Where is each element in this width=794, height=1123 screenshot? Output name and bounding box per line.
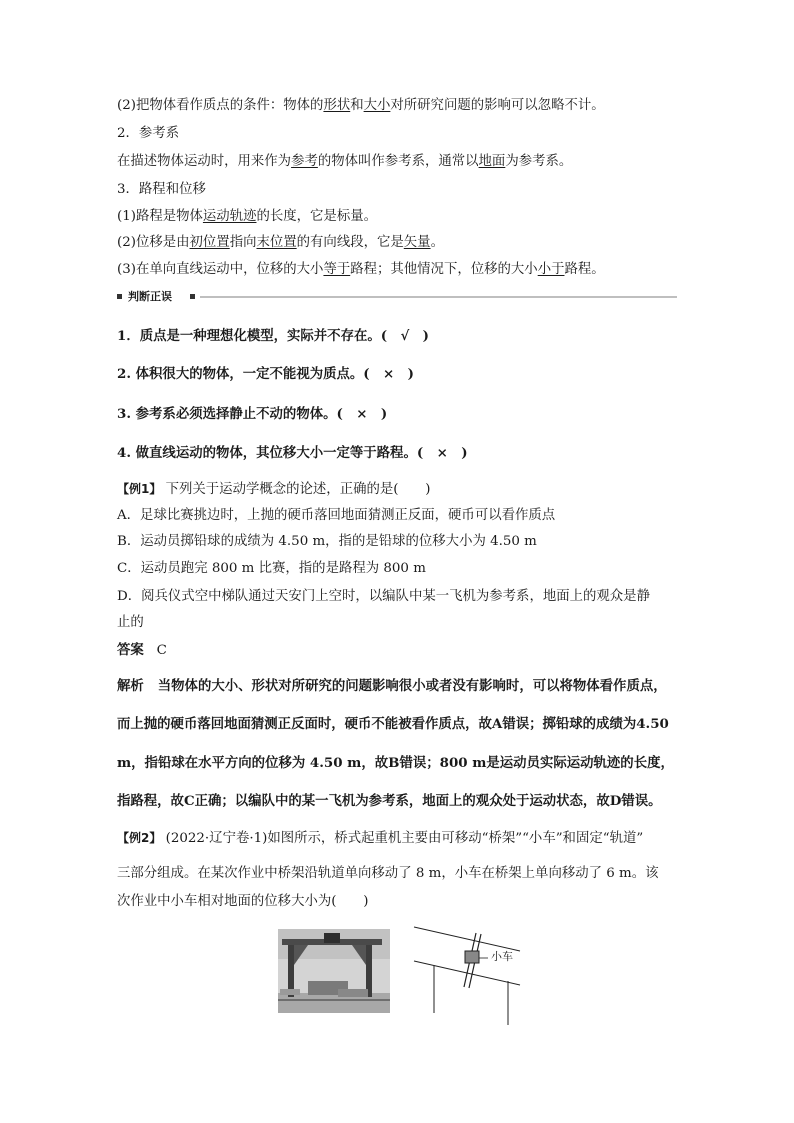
example-tag: 【例1】 [117,482,162,496]
crane-diagram [412,925,522,1025]
example1-answer: 答案 C [117,642,167,658]
example2-figures [0,925,794,1025]
example2-line: 【例2】 (2022·辽宁卷·1)如图所示，桥式起重机主要由可移动“桥架”“小车”和固定“轨道” [117,831,644,846]
example1-option-c: C．运动员跑完 800 m 比赛，指的是路程为 800 m [117,561,426,576]
judgement-mark: × [436,445,448,461]
note-particle-condition: (2)把物体看作质点的条件：物体的形状和大小对所研究问题的影响可以忽略不计。 [117,98,605,113]
example1-option-a: A．足球比赛挑边时，上抛的硬币落回地面猜测正反面，硬币可以看作质点 [117,508,556,523]
section-label: 判断正误 [128,290,172,303]
section-header-true-false [117,290,677,304]
judgement-item: 3. 参考系必须选择静止不动的物体。( × ) [117,406,388,422]
judgement-mark: × [383,366,395,382]
judgement-mark: × [356,406,368,422]
judgement-mark: √ [400,328,410,344]
example1-analysis-line: 解析 当物体的大小、形状对所研究的问题影响很小或者没有影响时，可以将物体看作质点， [117,678,667,694]
example2-line: 次作业中小车相对地面的位移大小为( ) [117,894,369,909]
judgement-item: 1．质点是一种理想化模型，实际并不存在。( √ ) [117,328,430,344]
example1-analysis-line: 指路程，故C正确；以编队中的某一飞机为参考系，地面上的观众处于运动状态，故D错误。 [117,793,662,809]
judgement-item: 4. 做直线运动的物体，其位移大小一定等于路程。( × ) [117,445,468,461]
note-reference-frame: 在描述物体运动时，用来作为参考的物体叫作参考系，通常以地面为参考系。 [117,154,573,169]
example1-option-d-continued: 止的 [117,615,144,630]
note-path: (1)路程是物体运动轨迹的长度，它是标量。 [117,209,377,224]
note-displacement: (2)位移是由初位置指向末位置的有向线段，它是矢量。 [117,235,444,250]
example1-option-d: D．阅兵仪式空中梯队通过天安门上空时，以编队中某一飞机为参考系，地面上的观众是静 [117,589,650,604]
example1-question: 【例1】 下列关于运动学概念的论述，正确的是( ) [117,482,431,497]
section-divider [200,296,677,298]
heading-reference-frame: 2．参考系 [117,126,180,141]
example1-analysis-line: m，指铅球在水平方向的位移为 4.50 m，故B错误；800 m是运动员实际运动轨迹的长度， [117,755,674,771]
square-bullet-icon [190,294,195,299]
example1-analysis-line: 而上抛的硬币落回地面猜测正反面时，硬币不能被看作质点，故A错误；掷铅球的成绩为4.50 [117,716,669,732]
note-straight-line: (3)在单向直线运动中，位移的大小等于路程；其他情况下，位移的大小小于路程。 [117,262,605,277]
trolley-label: 小车 [491,950,513,963]
square-bullet-icon [117,294,122,299]
example2-line: 三部分组成。在某次作业中桥架沿轨道单向移动了 8 m，小车在桥架上单向移动了 6 m。该 [117,866,659,881]
heading-path-displacement: 3．路程和位移 [117,182,206,197]
judgement-item: 2. 体积很大的物体，一定不能视为质点。( × ) [117,366,414,382]
crane-diagram-drawing [412,925,522,1025]
example1-option-b: B．运动员掷铅球的成绩为 4.50 m，指的是铅球的位移大小为 4.50 m [117,534,537,549]
crane-photo [278,929,390,1013]
example-tag: 【例2】 [117,831,162,845]
